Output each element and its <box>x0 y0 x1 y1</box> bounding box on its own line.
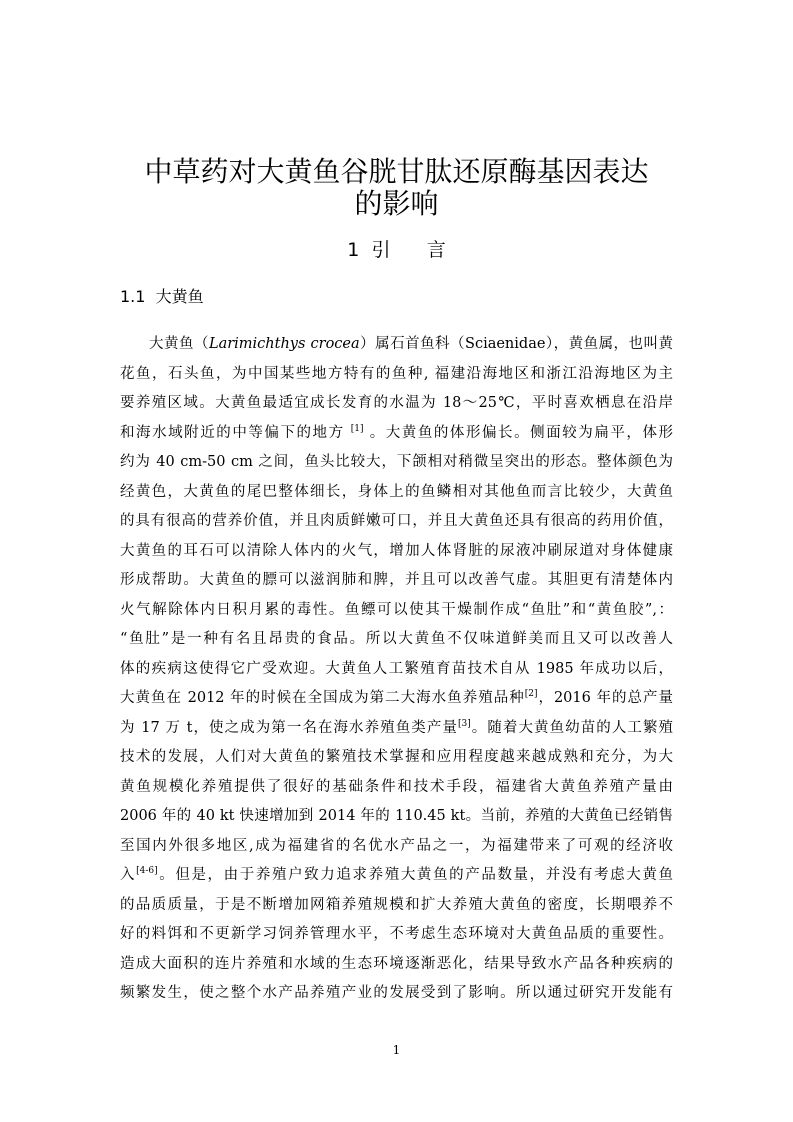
body-paragraph <box>120 330 673 1009</box>
paragraph-line: 为 17 万 t，使之成为第一名在海水养殖鱼类产量[3]。随着大黄鱼幼苗的人工繁殖 <box>120 718 673 736</box>
paragraph-line: 技术的发展，人们对大黄鱼的繁殖技术掌握和应用程度越来越成熟和充分，为大 <box>120 749 673 765</box>
paragraph-line: 大黄鱼的耳石可以清除人体内的火气，增加人体肾脏的尿液冲刷尿道对身体健康 <box>120 542 673 559</box>
species-name: Larimichthys crocea <box>208 336 360 352</box>
paragraph-line: 和海水域附近的中等偏下的地方 [1] 。大黄鱼的体形偏长。侧面较为扁平，体形 <box>120 423 673 441</box>
paragraph-line: 好的料饵和不更新学习饲养管理水平，不考虑生态环境对大黄鱼品质的重要性。 <box>120 926 673 942</box>
paragraph-line: 约为 40 cm-50 cm 之间，鱼头比较大，下颌相对稍微呈突出的形态。整体颜色为 <box>120 454 673 470</box>
paragraph-line: 大黄鱼（Larimichthys crocea）属石首鱼科（Sciaenidae），黄鱼属，也叫黄 <box>149 336 673 352</box>
paragraph-line: 火气解除体内日积月累的毒性。鱼鳔可以使其干燥制作成“鱼肚”和“黄鱼胶”,： <box>120 601 673 618</box>
citation-marker: [3] <box>457 718 471 729</box>
paragraph-line: 的品质质量，于是不断增加网箱养殖规模和扩大养殖大黄鱼的密度，长期喂养不 <box>120 896 673 913</box>
paragraph-line: “鱼肚”是一种有名且昂贵的食品。所以大黄鱼不仅味道鲜美而且又可以改善人 <box>120 631 673 647</box>
paragraph-line: 体的疾病这使得它广受欢迎。大黄鱼人工繁殖育苗技术自从 1985 年成功以后， <box>120 660 673 677</box>
chapter-heading: 1 引 言 <box>347 239 446 261</box>
paragraph-line: 的具有很高的营养价值，并且肉质鲜嫩可口，并且大黄鱼还具有很高的药用价值， <box>120 513 673 529</box>
paragraph-line: 2006 年的 40 kt 快速增加到 2014 年的 110.45 kt。当前，养殖的大黄鱼已经销售 <box>120 808 673 824</box>
paragraph-line: 频繁发生，使之整个水产品养殖产业的发展受到了影响。所以通过研究开发能有 <box>120 985 673 1001</box>
document-title-line-2: 的影响 <box>354 187 439 220</box>
citation-marker: [4-6] <box>136 866 158 877</box>
paragraph-line: 至国内外很多地区,成为福建省的名优水产品之一，为福建带来了可观的经济收 <box>120 837 673 854</box>
paragraph-line: 大黄鱼在 2012 年的时候在全国成为第二大海水鱼养殖品种[2]，2016 年的总产量 <box>120 689 673 706</box>
paragraph-line: 经黄色，大黄鱼的尾巴整体细长，身体上的鱼鳞相对其他鱼而言比较少，大黄鱼 <box>120 483 673 500</box>
paragraph-line: 黄鱼规模化养殖提供了很好的基础条件和技术手段，福建省大黄鱼养殖产量由 <box>120 778 673 795</box>
document-title-line-1: 中草药对大黄鱼谷胱甘肽还原酶基因表达 <box>144 155 649 188</box>
paragraph-line: 要养殖区域。大黄鱼最适宜成长发育的水温为 18～25℃，平时喜欢栖息在沿岸 <box>120 395 673 411</box>
paragraph-line: 花鱼，石头鱼，为中国某些地方特有的鱼种, 福建沿海地区和浙江沿海地区为主 <box>120 365 673 382</box>
paragraph-line: 形成帮助。大黄鱼的膘可以滋润肺和脾，并且可以改善气虚。其胆更有清楚体内 <box>120 572 673 588</box>
page-number: 1 <box>392 1043 401 1057</box>
paragraph-line: 入[4-6]。但是，由于养殖户致力追求养殖大黄鱼的产品数量，并没有考虑大黄鱼 <box>120 866 673 883</box>
citation-marker: [2] <box>524 689 538 700</box>
section-heading: 1.1 大黄鱼 <box>120 287 204 306</box>
paragraph-line: 造成大面积的连片养殖和水域的生态环境逐渐恶化，结果导致水产品各种疾病的 <box>120 955 673 972</box>
citation-marker: [1] <box>350 423 364 434</box>
